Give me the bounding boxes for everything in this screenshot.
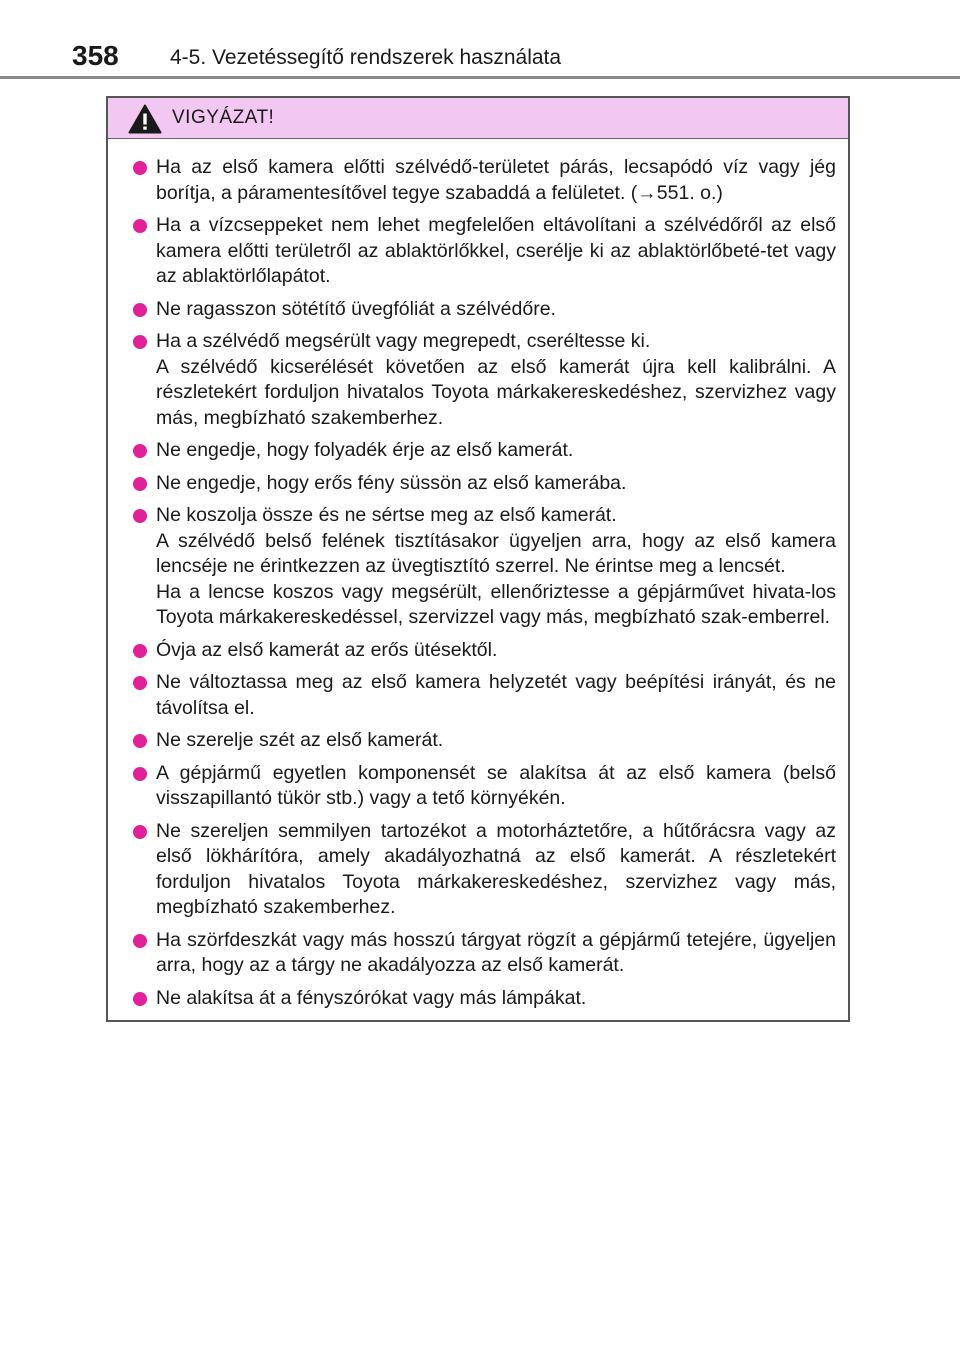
warning-list-item <box>132 471 836 497</box>
warning-item-text: Ne engedje, hogy erős fény süssön az első kamerába. <box>156 471 627 494</box>
warning-item-text: Óvja az első kamerát az erős ütésektől. <box>156 638 498 661</box>
warning-item-text: Ne ragasszon sötétítő üvegfóliát a szélvédőre. <box>156 297 556 320</box>
warning-item-text: Ha az első kamera előtti szélvédő-területet párás, lecsapódó víz vagy jég borítja, a páramentesítővel tegye szabaddá a felületet. (→551. o.) <box>156 156 836 204</box>
warning-item-text: Ha a lencse koszos vagy megsérült, ellenőriztesse a gépjárművet hivata-los Toyota márkakereskedéssel, szervizzel vagy más, megbízható szak-emberrel. <box>156 580 836 628</box>
bullet-dot-icon <box>133 992 147 1006</box>
warning-item-text: Ha szörfdeszkát vagy más hosszú tárgyat rögzít a gépjármű tetejére, ügyeljen arra, hogy az a tárgy ne akadályozza az első kamerát. <box>156 928 836 976</box>
bullet-dot-icon <box>133 219 147 233</box>
bullet-dot-icon <box>133 444 147 458</box>
section-title: 4-5. Vezetéssegítő rendszerek használata <box>170 46 562 69</box>
warning-item-text: Ne engedje, hogy folyadék érje az első kamerát. <box>156 439 574 461</box>
warning-list-item <box>132 638 836 664</box>
warning-triangle-icon <box>128 104 162 134</box>
page-header <box>0 0 960 80</box>
warning-item-text: Ne szereljen semmilyen tartozékot a motorháztetőre, a hűtőrácsra vagy az első lökhárítóra, amely akadályozhatná az első kamerát. A részletekért forduljon hivatalos Toyota márkakereskedéshez, szervizhez vagy más, megbízható szakemberhez. <box>156 819 836 918</box>
warning-list-item <box>132 670 836 721</box>
warning-item-text: A szélvédő belső felének tisztításakor ügyeljen arra, hogy az első kamera lencséje ne érintkezzen az üvegtisztító szerrel. Ne érintse meg a lencsét. <box>156 529 836 577</box>
warning-label: VIGYÁZAT! <box>172 107 275 128</box>
warning-header <box>108 98 848 139</box>
bullet-dot-icon <box>133 303 147 317</box>
bullet-dot-icon <box>133 335 147 349</box>
warning-list-item <box>132 297 836 323</box>
warning-item-text: Ha a szélvédő megsérült vagy megrepedt, cseréltesse ki. <box>156 330 651 352</box>
warning-item-text: A szélvédő kicserélését követően az első kamerát újra kell kalibrálni. A részletekért forduljon hivatalos Toyota márkakereskedéshez, szervizhez vagy más, megbízható szakemberhez. <box>156 355 836 429</box>
warning-item-text: A gépjármű egyetlen komponensét se alakítsa át az első kamera (belső visszapillantó tükör stb.) vagy a tető környékén. <box>156 761 836 809</box>
warning-box <box>106 96 850 1022</box>
bullet-dot-icon <box>133 509 147 523</box>
warning-list <box>108 139 848 1011</box>
warning-list-item <box>132 213 836 290</box>
warning-list-item <box>132 986 836 1012</box>
warning-list-item <box>132 503 836 631</box>
bullet-dot-icon <box>133 767 147 781</box>
warning-list-item <box>132 329 836 431</box>
bullet-dot-icon <box>133 734 147 748</box>
warning-list-item <box>132 728 836 754</box>
warning-item-text: Ne változtassa meg az első kamera helyzetét vagy beépítési irányát, és ne távolítsa el. <box>156 671 836 719</box>
warning-list-item <box>132 928 836 979</box>
warning-list-item <box>132 155 836 206</box>
bullet-dot-icon <box>133 161 147 175</box>
warning-list-item <box>132 761 836 812</box>
warning-item-text: Ne koszolja össze és ne sértse meg az első kamerát. <box>156 504 617 526</box>
bullet-dot-icon <box>133 934 147 948</box>
bullet-dot-icon <box>133 477 147 491</box>
warning-item-text: Ne alakítsa át a fényszórókat vagy más lámpákat. <box>156 986 587 1009</box>
warning-item-text: Ne szerelje szét az első kamerát. <box>156 729 444 751</box>
warning-list-item <box>132 438 836 464</box>
header-divider <box>0 76 960 79</box>
bullet-dot-icon <box>133 825 147 839</box>
bullet-dot-icon <box>133 676 147 690</box>
page-number: 358 <box>72 40 119 71</box>
bullet-dot-icon <box>133 644 147 658</box>
warning-item-text: Ha a vízcseppeket nem lehet megfelelően eltávolítani a szélvédőről az első kamera előtti területről az ablaktörlőkkel, cserélje ki az ablaktörlőbeté-tet vagy az ablaktörlőlapátot. <box>156 214 836 287</box>
warning-list-item <box>132 819 836 921</box>
